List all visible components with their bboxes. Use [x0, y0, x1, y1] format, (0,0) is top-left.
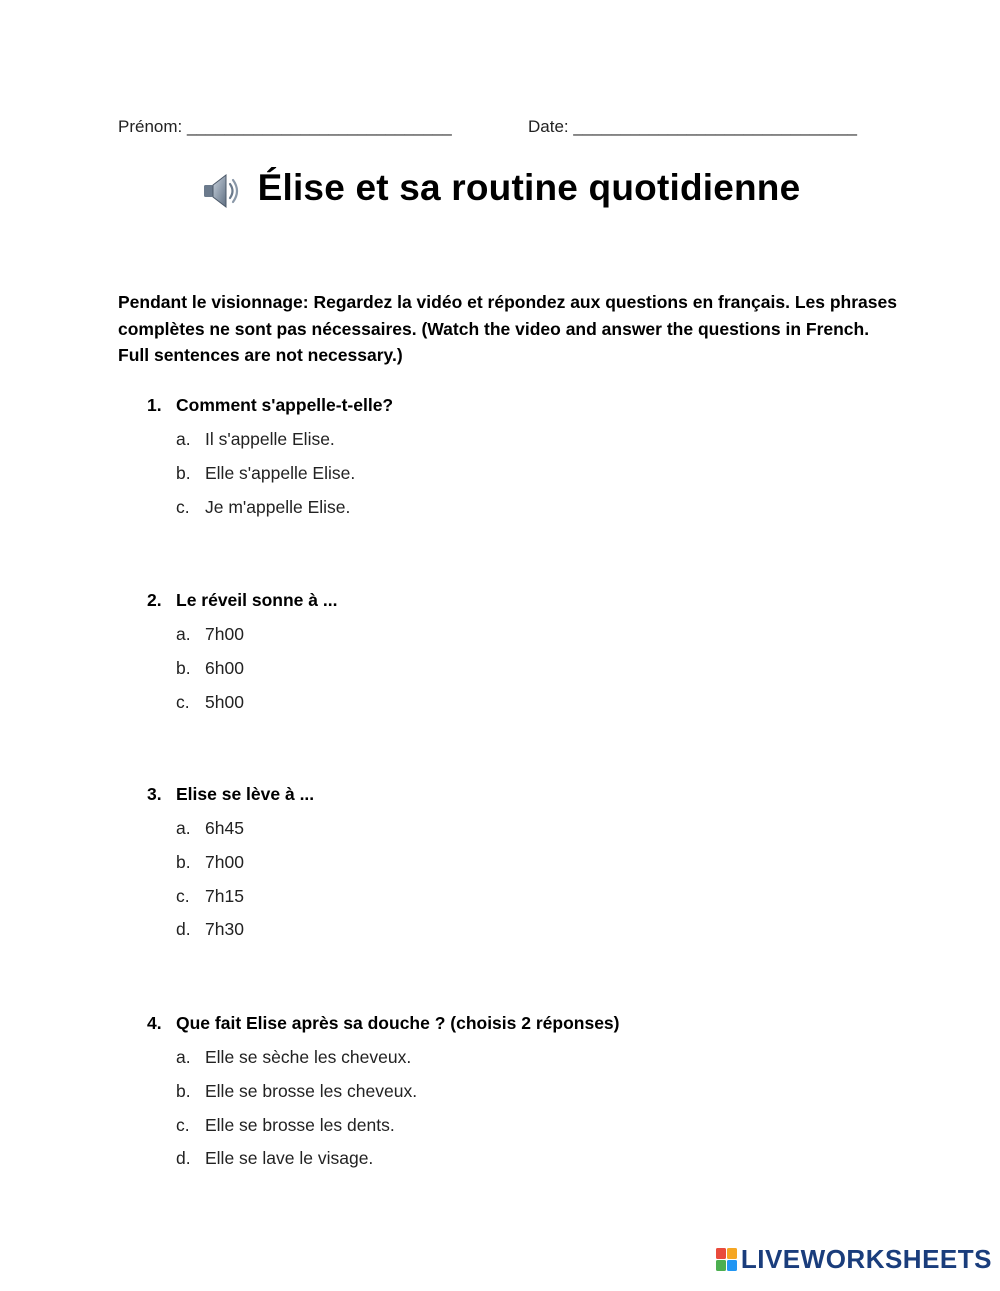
answer-option[interactable]	[147, 1080, 619, 1114]
option-letter: b.	[176, 851, 191, 872]
option-letter: d.	[176, 919, 191, 940]
question-number: 1.	[147, 395, 162, 415]
question-3	[147, 783, 314, 952]
answer-option[interactable]	[147, 817, 314, 851]
question-number: 4.	[147, 1013, 162, 1033]
answer-option[interactable]	[147, 1147, 619, 1181]
option-letter: b.	[176, 462, 191, 483]
answer-option[interactable]	[147, 428, 393, 462]
date-field-label: Date: ______________________________	[528, 117, 857, 136]
option-text: 7h15	[205, 885, 244, 906]
option-letter: c.	[176, 885, 190, 906]
answer-option[interactable]	[147, 918, 314, 952]
option-letter: a.	[176, 429, 191, 449]
option-text: 6h00	[205, 657, 244, 678]
question-heading	[147, 1012, 619, 1046]
option-text: Il s'appelle Elise.	[205, 429, 335, 449]
option-letter: d.	[176, 1148, 191, 1169]
answer-option[interactable]	[147, 657, 337, 691]
question-4	[147, 1012, 619, 1181]
page-title: Élise et sa routine quotidienne	[257, 167, 801, 208]
option-letter: a.	[176, 1047, 191, 1067]
answer-option[interactable]	[147, 462, 393, 496]
prenom-field-label: Prénom: ____________________________	[118, 117, 452, 136]
option-text: 5h00	[205, 691, 244, 712]
answer-option[interactable]	[147, 1046, 619, 1080]
option-text: Elle se brosse les dents.	[205, 1114, 395, 1135]
answer-option[interactable]	[147, 851, 314, 885]
instructions-text: Pendant le visionnage: Regardez la vidéo et répondez aux questions en français. Les phrases complètes ne sont pas nécessaires. (Watch the video and answer the questions in French. Full sentences are not necessary.)	[118, 292, 897, 365]
question-text: Le réveil sonne à ...	[176, 590, 338, 610]
question-text: Comment s'appelle-t-elle?	[176, 395, 394, 415]
option-text: Elle s'appelle Elise.	[205, 462, 356, 483]
option-letter: c.	[176, 1114, 190, 1135]
option-text: Elle se sèche les cheveux.	[205, 1047, 412, 1067]
title-row	[0, 163, 1000, 213]
answer-option[interactable]	[147, 496, 393, 530]
brand-name: LIVEWORKSHEETS	[740, 1244, 992, 1274]
option-text: 7h00	[205, 624, 244, 644]
speaker-icon[interactable]	[200, 169, 244, 213]
liveworksheets-logo[interactable]	[716, 1244, 992, 1275]
option-text: Elle se brosse les cheveux.	[205, 1080, 418, 1101]
question-number: 2.	[147, 590, 162, 610]
answer-option[interactable]	[147, 885, 314, 919]
option-letter: c.	[176, 496, 190, 517]
option-text: 6h45	[205, 818, 244, 838]
answer-option[interactable]	[147, 1114, 619, 1148]
option-letter: b.	[176, 657, 191, 678]
option-letter: a.	[176, 818, 191, 838]
option-text: Je m'appelle Elise.	[205, 496, 351, 517]
question-heading	[147, 589, 337, 623]
option-text: Elle se lave le visage.	[205, 1148, 374, 1169]
option-text: 7h30	[205, 919, 244, 940]
option-letter: c.	[176, 691, 190, 712]
question-heading	[147, 783, 314, 817]
option-text: 7h00	[205, 851, 244, 872]
answer-option[interactable]	[147, 623, 337, 657]
question-text: Elise se lève à ...	[176, 784, 315, 804]
question-heading	[147, 394, 393, 428]
question-text: Que fait Elise après sa douche ? (choisis 2 réponses)	[176, 1013, 620, 1033]
question-1	[147, 394, 393, 529]
option-letter: a.	[176, 624, 191, 644]
live-badge-icon	[716, 1248, 738, 1272]
answer-option[interactable]	[147, 691, 337, 725]
question-number: 3.	[147, 784, 162, 804]
option-letter: b.	[176, 1080, 191, 1101]
question-2	[147, 589, 337, 724]
